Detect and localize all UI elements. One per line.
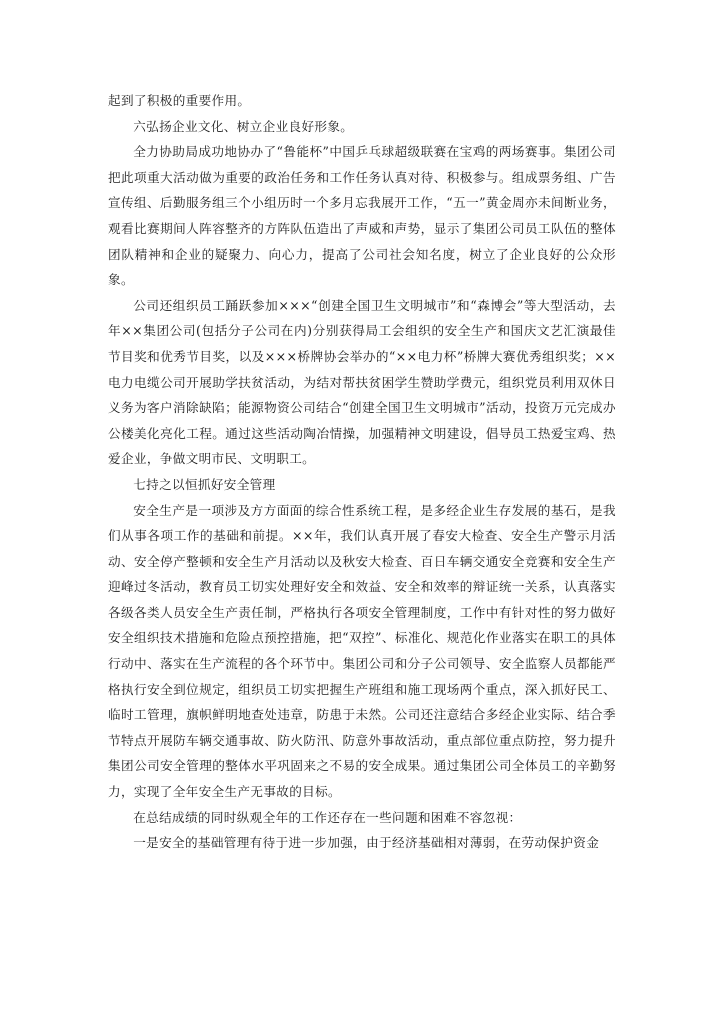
paragraph-problems-intro: 在总结成绩的同时纵观全年的工作还存在一些问题和困难不容忽视： [133,809,522,825]
section-heading-safety-management: 七持之以恒抓好安全管理 [133,476,276,492]
paragraph-civic-activities: 公司还组织员工踊跃参加×××“创建全国卫生文明城市”和“森博会”等大型活动，去年××集团公司(包括分子公司在内)分别获得局工会组织的安全生产和国庆文艺汇演最佳节目奖和优秀节目奖，以及×××桥牌协会举办的“××电力杯”桥牌大赛优秀组织奖；××电力电缆公司开展助学扶贫活动，为结对帮扶贫困学生赞助学费元，组织党员利用双休日义务为客户消除缺陷；能源物资公司结合“创建全国卫生文明城市”活动，投资万元完成办公楼美化亮化工程。通过这些活动陶冶情操，加强精神文明建设，倡导员工热爱宝鸡、热爱企业，争做文明市民、文明职工。 [108,297,616,467]
paragraph-problem-one: 一是安全的基础管理有待于进一步加强，由于经济基础相对薄弱，在劳动保护资金 [133,835,600,851]
paragraph-table-tennis-event: 全力协助局成功地协办了“鲁能杯”中国乒乓球超级联赛在宝鸡的两场赛事。集团公司把此项重大活动做为重要的政治任务和工作任务认真对待、积极参与。组成票务组、广告宣传组、后勤服务组三个小组历时一个多月忘我展开工作，“五一”黄金周亦未间断业务，观看比赛期间人阵容整齐的方阵队伍造出了声威和声势，显示了集团公司员工队伍的整体团队精神和企业的疑聚力、向心力，提高了公司社会知名度，树立了企业良好的公众形象。 [108,144,616,288]
document-body [108,88,616,856]
paragraph-conclusion-fragment: 起到了积极的重要作用。 [108,93,251,108]
section-heading-corporate-culture: 六弘扬企业文化、树立企业良好形象。 [133,118,354,134]
paragraph-safety-production: 安全生产是一项涉及方方面面的综合性系统工程，是多经企业生存发展的基石，是我们从事各项工作的基础和前提。××年，我们认真开展了春安大检查、安全生产警示月活动、安全停产整顿和安全生产月活动以及秋安大检查、百日车辆交通安全竞赛和安全生产迎峰过冬活动，教育员工切实处理好安全和效益、安全和效率的辩证统一关系，认真落实各级各类人员安全生产责任制，严格执行各项安全管理制度，工作中有针对性的努力做好安全组织技术措施和危险点预控措施，把“双控”、标准化、规范化作业落实在职工的具体行动中、落实在生产流程的各个环节中。集团公司和分子公司领导、安全监察人员都能严格执行安全到位规定，组织员工切实把握生产班组和施工现场两个重点，深入抓好民工、临时工管理，旗帜鲜明地查处违章，防患于未然。公司还注意结合多经企业实际、结合季节特点开展防车辆交通事故、防火防汛、防意外事故活动，重点部位重点防控，努力提升集团公司安全管理的整体水平巩固来之不易的安全成果。通过集团公司全体员工的辛勤努力，实现了全年安全生产无事故的目标。 [108,502,616,800]
